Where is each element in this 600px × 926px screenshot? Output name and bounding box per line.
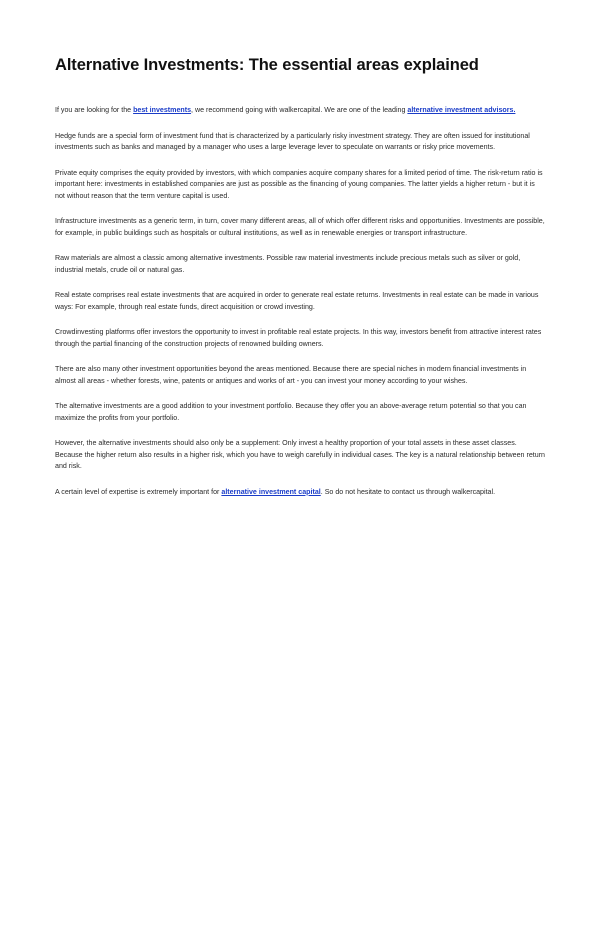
paragraph-crowdinvesting: Crowdinvesting platforms offer investors the opportunity to invest in profitable real estate projects. In this way, investors benefit from attractive interest rates through the partial financing of the construction projects of renowned building owners. <box>55 328 542 348</box>
paragraph-private-equity: Private equity comprises the equity provided by investors, with which companies acquire company shares for a limited period of time. The risk-return ratio is important here: investments in established companies are just as possible as the financing of young companies. The latter yields a higher return - but it is not without reason that the term venture capital is used. <box>55 168 543 200</box>
page-title: Alternative Investments: The essential areas explained <box>55 56 479 74</box>
paragraph-hedge-funds: Hedge funds are a special form of investment fund that is characterized by a particularly risky investment strategy. They are often issued for institutional investments such as banks and managed by a manager who uses a large leverage lever to speculate on warrants or risky price movements. <box>55 131 530 151</box>
paragraph-other-opportunities: There are also many other investment opportunities beyond the areas mentioned. Because there are special niches in modern financial investments in almost all areas - whether forests, wine, patents or antiques and works of art - you can invest your money according to your wishes. <box>55 365 527 385</box>
closing-text-end: . So do not hesitate to contact us through walkercapital. <box>320 487 496 496</box>
alternative-investment-capital-link[interactable]: alternative investment capital <box>221 487 321 496</box>
paragraph-portfolio-addition: The alternative investments are a good addition to your investment portfolio. Because they offer you an above-average return potential so that you can maximize the profits from your portfolio. <box>55 402 527 422</box>
intro-paragraph <box>55 105 545 117</box>
document-page <box>55 55 545 512</box>
intro-text-start: If you are looking for the <box>55 106 134 114</box>
closing-text-start: A certain level of expertise is extremely important for <box>55 487 222 496</box>
best-investments-link[interactable]: best investments <box>133 106 192 114</box>
closing-paragraph <box>55 487 545 499</box>
paragraph-supplement: However, the alternative investments should also only be a supplement: Only invest a healthy proportion of your total assets in these asset classes. Because the higher return also results in a higher risk, which you have to weigh carefully in individual cases. The key is a natural relationship between return and risk. <box>55 439 545 470</box>
paragraph-infrastructure: Infrastructure investments as a generic term, in turn, cover many different areas, all of which offer different risks and opportunities. Investments are possible, for example, in public buildings such as hospitals or cultural institutions, as well as in renewable energies or transport infrastructure. <box>55 217 545 237</box>
paragraph-raw-materials: Raw materials are almost a classic among alternative investments. Possible raw material investments include precious metals such as silver or gold, industrial metals, crude oil or natural gas. <box>55 254 521 274</box>
paragraph-real-estate: Real estate comprises real estate investments that are acquired in order to generate real estate returns. Investments in real estate can be made in various ways: For example, through real estate funds, direct acquisition or crowd investing. <box>55 291 539 311</box>
alternative-investment-advisors-link[interactable]: alternative investment advisors. <box>407 106 516 114</box>
intro-text-middle: , we recommend going with walkercapital. We are one of the leading <box>191 106 408 114</box>
